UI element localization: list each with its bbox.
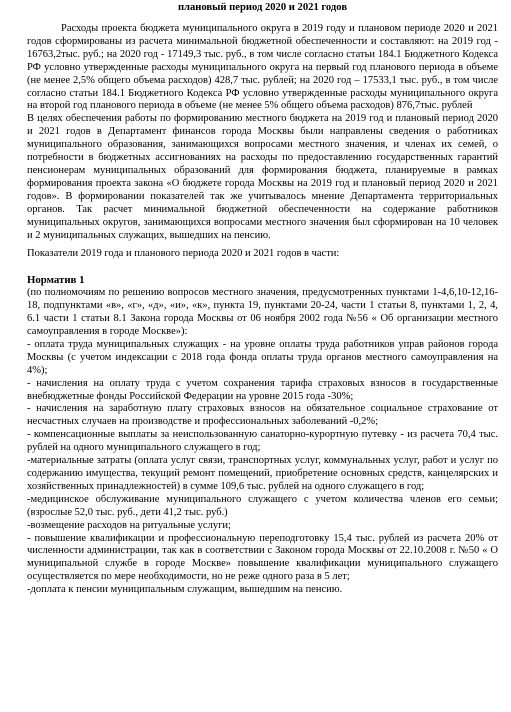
list-item-funeral-expenses: -возмещение расходов на ритуальные услуги; (27, 519, 231, 531)
list-item-payroll-charges: - начисления на оплату труда с учетом сохранения тарифа страховых взносов в государственные внебюджетные фонды Российской Федерации на уровне 2015 года -30%; (27, 377, 498, 402)
list-item-sanatorium-compensation: - компенсационные выплаты за неиспользованную санаторно-курортную путевку - из расчета 70,4 тыс. рублей на одного муниципального служащего в год; (27, 429, 498, 454)
paragraph-budget-formation: В целях обеспечения работы по формированию местного бюджета на 2019 год и плановый период 2020 и 2021 годов в Департамент финансов города Москвы были направлены сведения о работниках муниципального образования, занимающихся вопросами местного значения, и членах их семей, о потребности в бюджетных ассигнованиях на расходы по предоставлению государственных гарантий пенсионерам муниципальных образований для формирования бюджета, планируемые в рамках формирования проекта закона «О бюджете города Москвы на 2019 год и плановый период 2020 и 2021 годов». В формировании показателей так же учитывалось мнение Департамента территориальных органов. Так расчет минимальной бюджетной обеспеченности на содержание работников муниципальных округов, занимающихся вопросами местного значения был сформирован на 10 человек и 2 муниципальных служащих, вышедших на пенсию. (27, 113, 498, 241)
list-item-qualification: - повышение квалификации и профессиональную переподготовку 15,4 тыс. рублей из расчета 20% от численности администрации, так как в соответствии с Законом города Москвы от 22.10.2008 г. №50 « О муниципальной службе в городе Москве» повышение квалификации муниципального служащего осуществляется по мере необходимости, но не реже одного раза в 5 лет; (27, 532, 498, 583)
norm-1-scope: (по полномочиям по решению вопросов местного значения, предусмотренных пунктами 1-4,6,10-12,16-18, подпунктами «в», «г», «д», «и», «к», пункта 19, пунктами 20-24, части 1 статьи 8, пунктами 1, 2, 4, 6.1 части 1 статьи 8.1 Закона города Москвы от 06 ноября 2002 года №56 « Об организации местного самоуправления в городе Москве»): (27, 287, 498, 338)
document-heading: плановый период 2020 и 2021 годов (177, 2, 348, 13)
paragraph-expenditure-totals: Расходы проекта бюджета муниципального округа в 2019 году и плановом периоде 2020 и 2021 годов сформированы из расчета минимальной бюджетной обеспеченности и составляют: на 2019 год - 16763,2тыс. руб.; на 2020 год - 17149,3 тыс. руб., в том числе согласно статьи 184.1 Бюджетного Кодекса РФ условно утвержденные расходы муниципального округа на первый год планового периода в объеме (не менее 2,5% общего объема расходов) 428,7 тыс. рублей; на 2020 год – 17533,1 тыс. руб., в том числе согласно статьи 184.1 Бюджетного Кодекса РФ условно утвержденные расходы муниципального округа на второй год планового периода в объеме (не менее 5% общего объема расходов) 876,7тыс. рублей (27, 23, 498, 112)
list-item-medical-service: -медицинское обслуживание муниципального служащего с учетом количества членов его семьи; (взрослые 52,0 тыс. руб., дети 41,2 тыс. руб.) (27, 493, 498, 518)
list-item-salary: - оплата труда муниципальных служащих - на уровне оплаты труда работников управ районов города Москвы (с учетом индексации с 2018 года фонда оплаты труда органов местного самоуправления на 4%); (27, 338, 498, 376)
paragraph-indicators-intro: Показатели 2019 года и планового периода 2020 и 2021 годов в части: (27, 248, 340, 260)
list-item-accident-insurance: - начисления на заработную плату страховых взносов на обязательное социальное страхование от несчастных случаев на производстве и профессиональных заболеваний -0,2%; (27, 403, 498, 428)
norm-1-title: Норматив 1 (27, 274, 85, 287)
list-item-pension-supplement: -доплата к пенсии муниципальным служащим, вышедшим на пенсию. (27, 584, 343, 596)
list-item-material-costs: -материальные затраты (оплата услуг связи, транспортных услуг, коммунальных услуг, работ и услуг по содержанию имущества, текущий ремонт помещений, приобретение основных средств, канцелярских и хозяйственных принадлежностей) в сумме 109,6 тыс. рублей на одного служащего в год; (27, 455, 498, 492)
